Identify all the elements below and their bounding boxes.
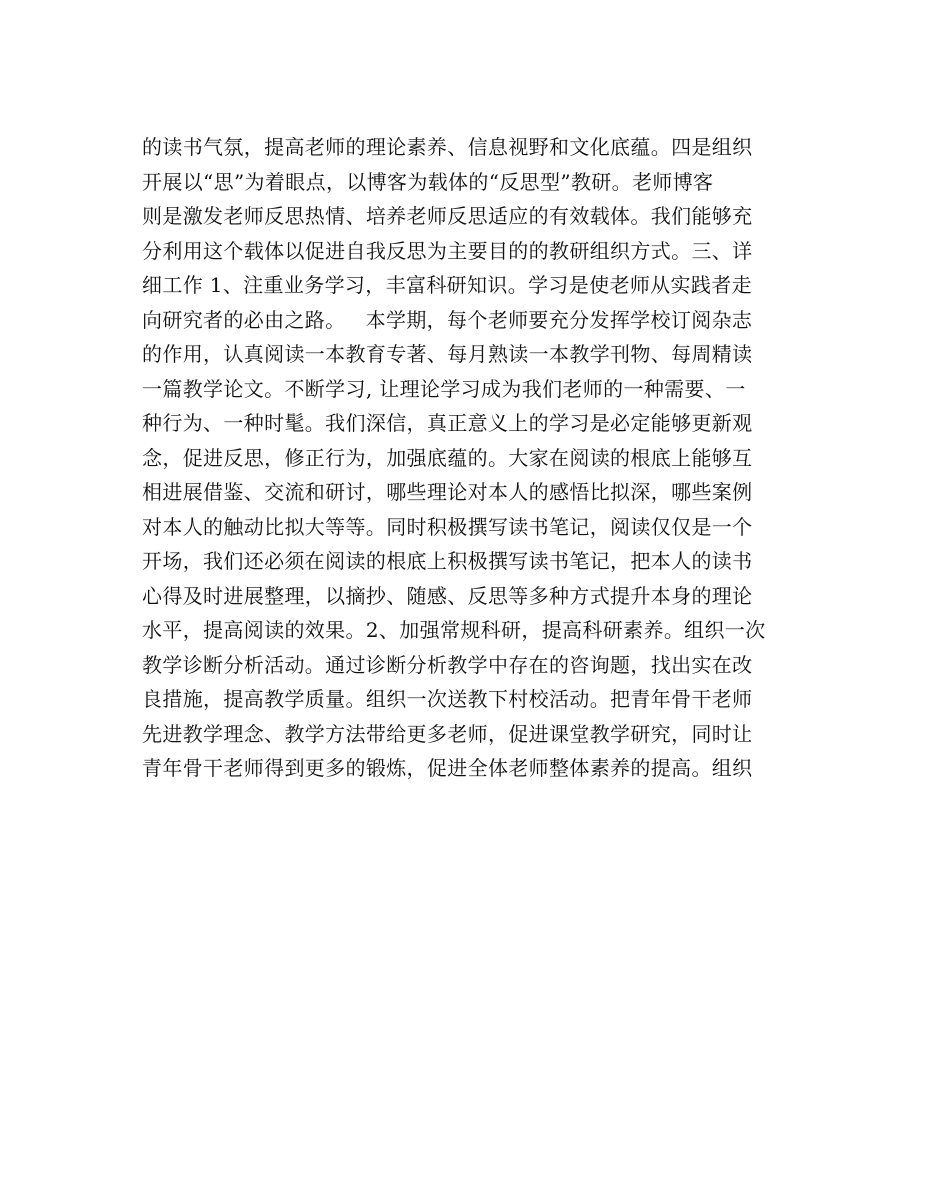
text-line: 相进展借鉴、交流和研讨，哪些理论对本人的感悟比拟深，哪些案例 [142,480,753,504]
text-line: 教学诊断分析活动。通过诊断分析教学中存在的咨询题，找出实在改 [142,652,753,677]
text-line: 先进教学理念、教学方法带给更多老师，促进课堂教学研究，同时让 [142,721,753,746]
text-line: 分利用这个载体以促进自我反思为主要目的的教研组织方式。三、详 [142,238,753,263]
text-line: 对本人的触动比拟大等等。同时积极撰写读书笔记，阅读仅仅是一个 [142,514,753,539]
body-text [142,130,822,786]
text-line: 念，促进反思，修正行为，加强底蕴的。大家在阅读的根底上能够互 [142,445,753,470]
text-line: 一篇教学论文。不断学习, 让理论学习成为我们老师的一种需要、一 [142,376,746,401]
text-line: 种行为、一种时髦。我们深信，真正意义上的学习是必定能够更新观 [142,411,753,435]
text-line: 良措施，提高教学质量。组织一次送教下村校活动。把青年骨干老师 [142,687,753,711]
text-line: 的作用，认真阅读一本教育专著、每月熟读一本教学刊物、每周精读 [142,342,753,366]
text-line: 则是激发老师反思热情、培养老师反思适应的有效载体。我们能够充 [142,204,753,228]
text-line: 水平，提高阅读的效果。2、加强常规科研，提高科研素养。组织一次 [142,618,766,642]
text-line: 的读书气氛，提高老师的理论素养、信息视野和文化底蕴。四是组织 [142,135,753,159]
text-line: 心得及时进展整理，以摘抄、随感、反思等多种方式提升本身的理论 [142,583,753,608]
text-line: 向研究者的必由之路。 本学期，每个老师要充分发挥学校订阅杂志 [142,307,753,332]
text-line: 开展以“思”为着眼点，以博客为载体的“反思型”教研。老师博客 [142,169,714,194]
text-line: 开场，我们还必须在阅读的根底上积极撰写读书笔记，把本人的读书 [142,549,753,573]
text-line: 青年骨干老师得到更多的锻炼，促进全体老师整体素养的提高。组织 [142,756,753,780]
text-line: 细工作 1、注重业务学习，丰富科研知识。学习是使老师从实践者走 [142,273,752,297]
